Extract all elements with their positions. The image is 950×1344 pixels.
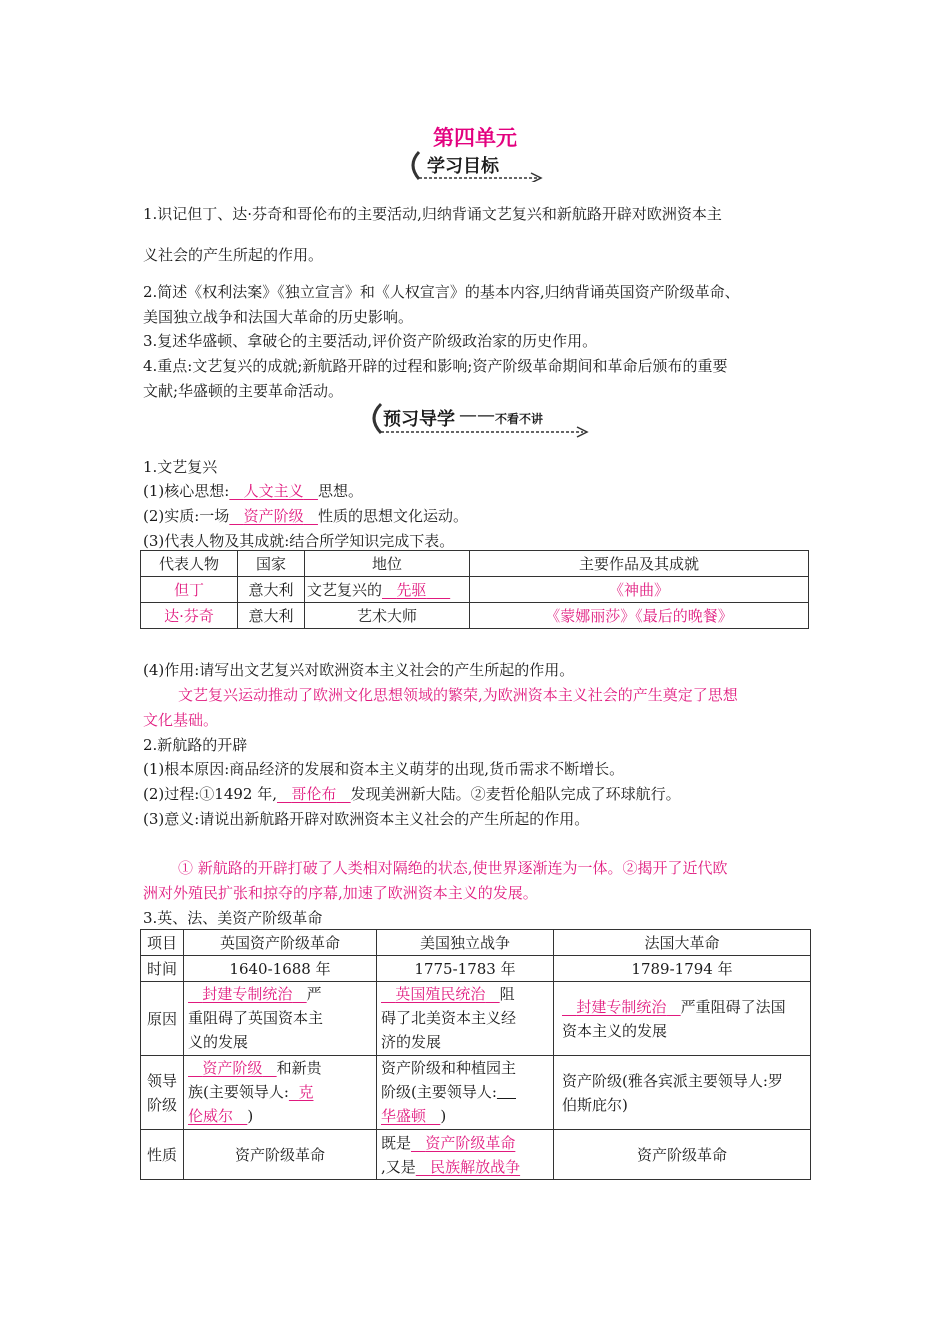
answer-text: ① 新航路的开辟打破了人类相对隔绝的状态,使世界逐渐连为一体。②揭开了近代欧 — [178, 859, 728, 877]
table-header: 法国大革命 — [554, 930, 811, 956]
answer-text: 文艺复兴运动推动了欧洲文化思想领域的繁荣,为欧洲资本主义社会的产生奠定了思想 — [178, 686, 738, 704]
goal-line: 3.复述华盛顿、拿破仑的主要活动,评价资产阶级政治家的历史作用。 — [143, 332, 598, 350]
row-label: 领导 阶级 — [141, 1056, 184, 1130]
table-header: 美国独立战争 — [377, 930, 554, 956]
question-line: (3)意义:请说出新航路开辟对欧洲资本主义社会的产生所起的作用。 — [143, 810, 590, 828]
table-cell: 资产阶级和种植园主 阶级(主要领导人: 华盛顿 ) — [377, 1056, 554, 1130]
banner-title: 学习目标 — [427, 156, 499, 177]
table-cell: 资产阶级革命 — [554, 1130, 811, 1180]
revolutions-table — [140, 929, 811, 1180]
banner-dash: —— — [459, 405, 495, 426]
goal-line: 4.重点:文艺复兴的成就;新航路开辟的过程和影响;资产阶级革命期间和革命后颁布的重要 — [143, 357, 728, 375]
question-text: (2)实质:一场 — [143, 507, 230, 525]
answer-blank: 哥伦布 — [291, 785, 337, 803]
table-cell: 资产阶级 和新贵 族(主要领导人: 克 伦威尔 ) — [184, 1056, 377, 1130]
question-line — [143, 480, 363, 501]
goal-line: 2.简述《权利法案》《独立宣言》和《人权宣言》的基本内容,归纳背诵英国资产阶级革命、 — [143, 283, 740, 301]
table-header: 主要作品及其成就 — [470, 551, 809, 577]
question-line: (4)作用:请写出文艺复兴对欧洲资本主义社会的产生所起的作用。 — [143, 661, 575, 679]
table-cell: 《蒙娜丽莎》《最后的晚餐》 — [470, 603, 809, 629]
question-line: (3)代表人物及其成就:结合所学知识完成下表。 — [143, 532, 455, 550]
banner-title: 预习导学 — [383, 409, 455, 430]
question-text: 性质的思想文化运动。 — [317, 507, 468, 525]
table-cell: 英国殖民统治 阻 碍了北美资本主义经 济的发展 — [377, 982, 554, 1056]
banner-preview-guide — [365, 398, 590, 438]
table-cell: 既是 资产阶级革命 ,又是 民族解放战争 — [377, 1130, 554, 1180]
table-header: 项目 — [141, 930, 184, 956]
table-cell: 但丁 — [141, 577, 238, 603]
row-label: 时间 — [141, 956, 184, 982]
table-cell: 达·芬奇 — [141, 603, 238, 629]
goal-line: 美国独立战争和法国大革命的历史影响。 — [143, 308, 414, 326]
page-title: 第四单元 — [433, 126, 517, 150]
row-label: 性质 — [141, 1130, 184, 1180]
table-cell: 1775-1783 年 — [377, 956, 554, 982]
table-cell: 1640-1688 年 — [184, 956, 377, 982]
table-cell: 艺术大师 — [305, 603, 470, 629]
answer-text: 文化基础。 — [143, 711, 219, 729]
answer-blank: 人文主义 — [243, 482, 304, 500]
table-cell: 文艺复兴的 先驱 — [305, 577, 470, 603]
table-header: 英国资产阶级革命 — [184, 930, 377, 956]
table-cell: 意大利 — [238, 577, 305, 603]
question-text: 思想。 — [317, 482, 363, 500]
goal-line: 1.识记但丁、达·芬奇和哥伦布的主要活动,归纳背诵文艺复兴和新航路开辟对欧洲资本主 — [143, 205, 722, 223]
section-heading: 3.英、法、美资产阶级革命 — [143, 909, 323, 927]
answer-blank: 资产阶级 — [243, 507, 304, 525]
table-header: 代表人物 — [141, 551, 238, 577]
table-header: 地位 — [305, 551, 470, 577]
goal-line: 义社会的产生所起的作用。 — [143, 246, 324, 264]
section-heading: 1.文艺复兴 — [143, 458, 218, 476]
renaissance-table — [140, 550, 809, 629]
table-cell: 1789-1794 年 — [554, 956, 811, 982]
table-cell: 《神曲》 — [470, 577, 809, 603]
table-header: 国家 — [238, 551, 305, 577]
banner-study-goals — [405, 148, 545, 182]
table-cell: 封建专制统治 严 重阻碍了英国资本主 义的发展 — [184, 982, 377, 1056]
section-heading: 2.新航路的开辟 — [143, 736, 248, 754]
question-line — [143, 505, 468, 526]
table-cell: 意大利 — [238, 603, 305, 629]
table-cell: 封建专制统治 严重阻碍了法国 资本主义的发展 — [554, 982, 811, 1056]
question-text: (1)核心思想: — [143, 482, 230, 500]
table-cell: 资产阶级革命 — [184, 1130, 377, 1180]
answer-text: 洲对外殖民扩张和掠夺的序幕,加速了欧洲资本主义的发展。 — [143, 884, 538, 902]
banner-subtitle: 不看不讲 — [495, 412, 544, 426]
question-line: (1)根本原因:商品经济的发展和资本主义萌芽的出现,货币需求不断增长。 — [143, 760, 625, 778]
table-cell: 资产阶级(雅各宾派主要领导人:罗 伯斯庇尔) — [554, 1056, 811, 1130]
row-label: 原因 — [141, 982, 184, 1056]
goal-line: 文献;华盛顿的主要革命活动。 — [143, 382, 344, 400]
question-line: (2)过程:①1492 年, 哥伦布 发现美洲新大陆。②麦哲伦船队完成了环球航行。 — [143, 785, 681, 803]
